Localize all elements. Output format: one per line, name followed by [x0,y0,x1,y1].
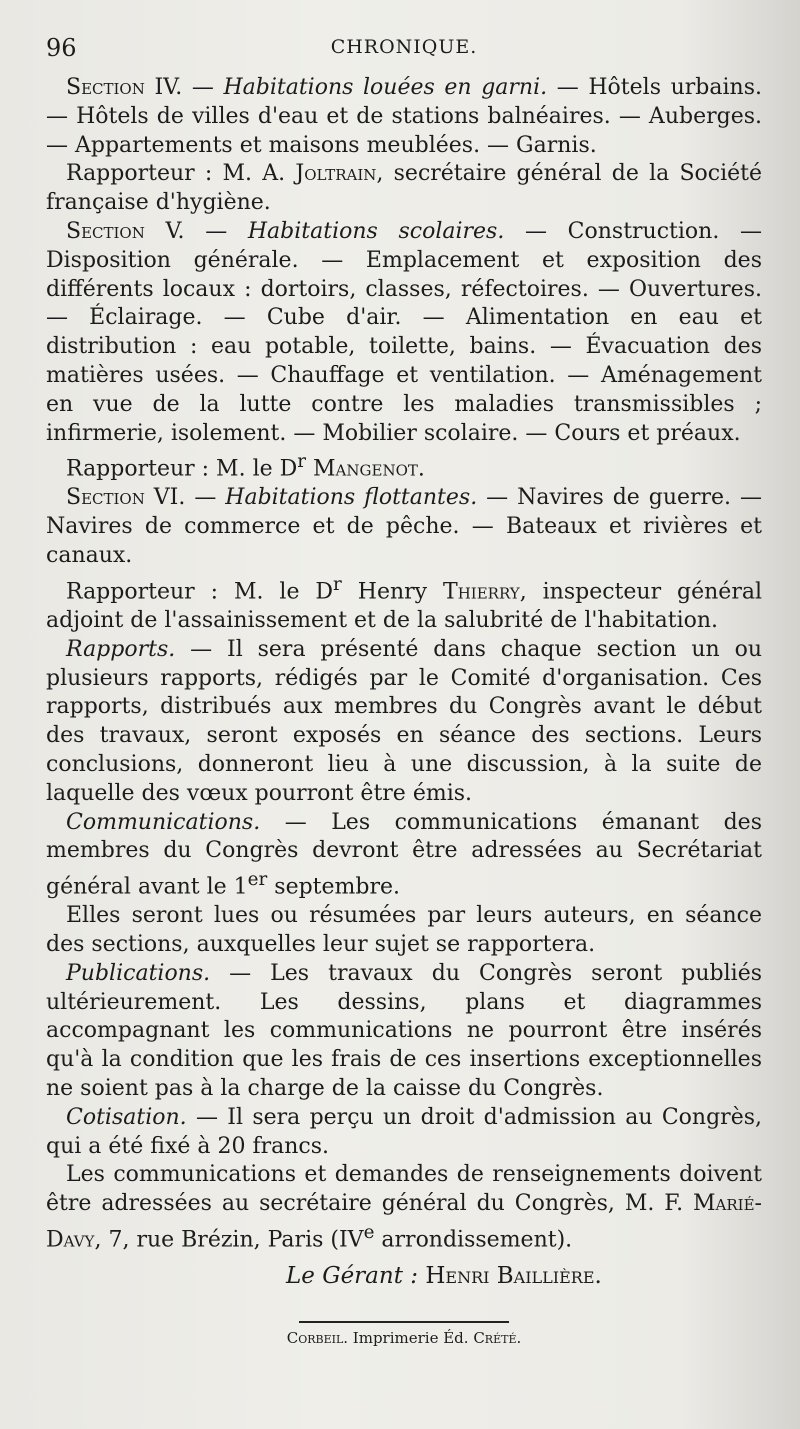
paragraph-label: Communications. [66,809,261,835]
rapporteur-text: , inspecteur général adjoint de l'assainissement et de la salubrité de l'habitation. [46,579,762,633]
rapporteur-text: . [417,456,425,482]
rapporteur-name: Thierry [443,579,520,605]
imprint-printer: Crété. [473,1329,522,1348]
rapporteur-section-iv [46,160,762,218]
communications-paragraph [46,809,762,903]
rapporteur-name: Joltrain [295,161,377,187]
rapporteur-prefix: Rapporteur : M. A. [66,161,296,187]
address-text: , 7, rue Brézin, Paris (IV [94,1227,364,1253]
imprint-place: Corbeil. [286,1329,349,1348]
elles-paragraph [46,902,762,960]
rapporteur-section-vi [46,571,762,636]
superscript: er [247,869,268,891]
rapporteur-section-v [46,448,762,484]
paragraph-text: Elles seront lues ou résumées par leurs auteurs, en séance des sections, auxquelles leur sujet se rapportera. [46,903,762,958]
section-text: — Hôtels urbains. — Hôtels de villes d'eau et de stations balnéaires. — Auberges. — Appartements et maisons meublées. — Garnis. [46,75,762,158]
rapporteur-prefix: Rapporteur : M. le D [66,579,334,605]
secretary-name: Marié-Davy [46,1191,762,1253]
printer-imprint [46,1329,762,1347]
section-iv-paragraph: Section IV. — Habitations louées en garni. — Hôtels urbains. — Hôtels de villes d'eau et de stations balnéaires. — Auberges. — Appartements et maisons meublées. — Garnis. [46,75,762,158]
imprint-text: Imprimerie Éd. [348,1329,474,1348]
section-text: — Construction. — Disposition générale. — Emplacement et exposition des différents locaux : dortoirs, classes, réfectoires. — Ouvertures. — Éclairage. — Cube d'air. — Alimentation en eau et distribution : eau potable, toilette, bains. — Évacuation des matières usées. — Chauffage et ventilation. — Aménagement en vue de la lutte contre les maladies transmissibles ; infirmerie, isolement. — Mobilier scolaire. — Cours et préaux. [46,218,762,446]
running-head: CHRONIQUE. [330,36,478,58]
paragraph-label: Rapports. [66,636,176,662]
rapporteur-name: Mangenot [313,456,418,482]
page-number: 96 [46,34,77,62]
section-text: — Navires de guerre. — Navires de commerce et de pêche. — Bateaux et rivières et canaux. [46,485,762,569]
rapporteur-text: , secrétaire général de la Société française d'hygiène. [46,161,762,216]
cotisation-paragraph [46,1104,762,1162]
paragraph-label: Publications. [66,960,211,986]
publications-paragraph [46,960,762,1104]
paragraph-text-end: septembre. [267,874,401,900]
address-end: arrondissement). [374,1227,573,1253]
superscript: r [333,573,342,595]
superscript: e [363,1222,375,1244]
section-v-paragraph: Section V. — Habitations scolaires. — Construction. — Disposition générale. — Emplacement et exposition des différents locaux : dortoirs, classes, réfectoires. — Ouvertures. — Éclairage. — Cube d'air. — Alimentation en eau et distribution : eau potable, toilette, bains. — Évacuation des matières usées. — Chauffage et ventilation. — Aménagement en vue de la lutte contre les maladies transmissibles ; infirmerie, isolement. — Mobilier scolaire. — Cours et préaux. [46,218,762,446]
signature-line [46,1261,762,1291]
body-text [46,74,762,1255]
paragraph-text: — Les travaux du Congrès seront publiés ultérieurement. Les dessins, plans et diagrammes accompagnant les communications ne pourront être insérés qu'à la condition que les frais de ces insertions exceptionnelles ne soient pas à la charge de la caisse du Congrès. [46,960,762,1102]
section-title: Habitations scolaires. [247,218,505,244]
section-label: Section V. [66,218,185,244]
paragraph-text: Les communications et demandes de renseignements doivent être adressées au secrétaire général du Congrès, M. F. [46,1162,762,1217]
contact-paragraph [46,1161,762,1255]
signature-label: Le Gérant : [286,1263,419,1290]
superscript: r [297,451,307,473]
paragraph-text: — Il sera présenté dans chaque section un ou plusieurs rapports, rédigés par le Comité d'organisation. Ces rapports, distribués aux membres du Congrès avant le début des travaux, seront exposés en séance des sections. Leurs conclusions, donneront lieu à une discussion, à la suite de laquelle des vœux pourront être émis. [46,636,762,806]
rapporteur-firstname: Henry [341,579,444,605]
footer-rule [299,1321,509,1323]
section-title: Habitations louées en garni. [223,75,548,100]
section-label: Section IV. [66,75,183,100]
signature-name: Henri Baillière. [418,1263,602,1290]
paragraph-label: Cotisation. [66,1104,187,1130]
paragraph-text: — Il sera perçu un droit d'admission au Congrès, qui a été fixé à 20 francs. [46,1104,762,1159]
section-label: Section VI. [66,485,186,511]
paragraph-text: — Les communications émanant des membres du Congrès devront être adressées au Secrétariat général avant le 1 [46,809,762,900]
page-header [46,30,762,74]
section-title: Habitations flottantes. [225,485,478,511]
rapports-paragraph [46,636,762,809]
section-vi-paragraph: Section VI. — Habitations flottantes. — Navires de guerre. — Navires de commerce et de pêche. — Bateaux et rivières et canaux. [46,485,762,569]
rapporteur-prefix: Rapporteur : M. le D [66,456,298,482]
